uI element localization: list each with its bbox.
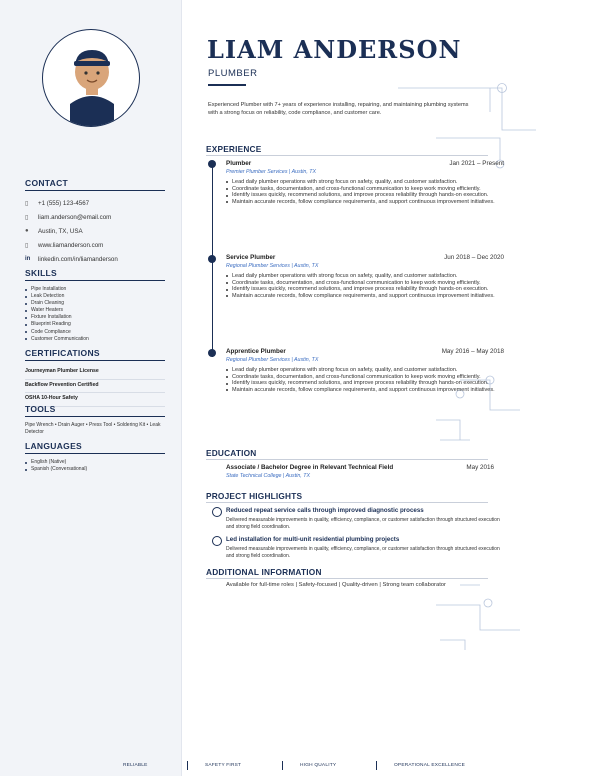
footer-item: HIGH QUALITY (300, 763, 337, 768)
project-desc: Delivered measurable improvements in quality, efficiency, compliance, or customer satisfaction through structured execution and strong field coordination. (226, 517, 500, 530)
languages-title: LANGUAGES (25, 441, 165, 454)
contact-location (25, 224, 165, 238)
job-company: Premier Plumber Services | Austin, TX (226, 169, 317, 175)
list-item: Leak Detection (25, 293, 165, 300)
list-item: Maintain accurate records, follow compliance requirements, and support continuous improvement initiatives. (226, 387, 504, 394)
project-ring-icon (212, 536, 222, 546)
projects-title: PROJECT HIGHLIGHTS (206, 491, 303, 501)
languages-list (25, 459, 165, 473)
experience-rule (206, 155, 488, 156)
footer-item: RELIABLE (123, 763, 148, 768)
certification-item: Journeyman Plumber License (25, 366, 165, 380)
footer-separator (282, 761, 283, 770)
tools-text: Pipe Wrench • Drain Auger • Press Tool • Soldering Kit • Leak Detector (25, 422, 161, 435)
job-dates: May 2016 – May 2018 (441, 348, 504, 355)
list-item: Identify issues quickly, recommend solutions, and improve process reliability through hands-on execution. (226, 286, 504, 293)
education-school: State Technical College | Austin, TX (226, 473, 311, 479)
contact-phone (25, 196, 165, 210)
list-item: Fixture Installation (25, 314, 165, 321)
job-entry (226, 160, 504, 205)
projects-rule (206, 502, 488, 503)
list-item: Blueprint Reading (25, 321, 165, 328)
contact-title: CONTACT (25, 178, 165, 191)
list-item: Lead daily plumber operations with strong focus on safety, quality, and customer satisfaction. (226, 179, 504, 186)
skills-list (25, 286, 165, 343)
list-item: Maintain accurate records, follow compliance requirements, and support continuous improvement initiatives. (226, 293, 504, 300)
list-item: Coordinate tasks, documentation, and cross-functional communication to keep work moving efficiently. (226, 374, 504, 381)
experience-title: EXPERIENCE (206, 144, 262, 154)
skills-section (25, 268, 165, 343)
education-rule (206, 459, 488, 460)
summary-text: Experienced Plumber with 7+ years of experience installing, repairing, and maintaining plumbing systems with a strong focus on reliability, code compliance, and customer care. (208, 102, 469, 116)
job-company: Regional Plumber Services | Austin, TX (226, 357, 319, 363)
job-title: Apprentice Plumber (226, 348, 286, 355)
additional-title: ADDITIONAL INFORMATION (206, 567, 322, 577)
website-icon: ▯ (25, 242, 29, 249)
project-item (212, 536, 502, 559)
main-content (182, 0, 600, 776)
job-title: Plumber (226, 160, 252, 167)
job-entry (226, 254, 504, 299)
skills-title: SKILLS (25, 268, 165, 281)
education-date: May 2016 (466, 464, 494, 471)
list-item: Identify issues quickly, recommend solutions, and improve process reliability through hands-on execution. (226, 380, 504, 387)
additional-text: Available for full-time roles | Safety-focused | Quality-driven | Strong team collaborator (226, 582, 446, 588)
project-item (212, 507, 502, 530)
education-title: EDUCATION (206, 448, 257, 458)
job-bullets (226, 273, 504, 299)
footer-separator (187, 761, 188, 770)
list-item: Identify issues quickly, recommend solutions, and improve process reliability through hands-on execution. (226, 192, 504, 199)
tools-title: TOOLS (25, 404, 165, 417)
timeline-dot (208, 160, 216, 168)
list-item: Coordinate tasks, documentation, and cross-functional communication to keep work moving efficiently. (226, 280, 504, 287)
list-item: Pipe Installation (25, 286, 165, 293)
list-item: Drain Cleaning (25, 300, 165, 307)
project-ring-icon (212, 507, 222, 517)
linkedin-icon: in (25, 256, 31, 262)
footer-item: OPERATIONAL EXCELLENCE (394, 763, 466, 768)
certifications-title: CERTIFICATIONS (25, 348, 165, 361)
contact-section (25, 178, 165, 266)
contact-linkedin (25, 252, 165, 266)
sidebar (0, 0, 182, 776)
candidate-role: PLUMBER (208, 68, 258, 79)
avatar (42, 29, 140, 127)
contact-linkedin-text: linkedin.com/in/liamanderson (38, 255, 118, 263)
contact-email-text: liam.anderson@email.com (38, 213, 112, 221)
footer-item: SAFETY FIRST (205, 763, 242, 768)
list-item: Maintain accurate records, follow compliance requirements, and support continuous improvement initiatives. (226, 199, 504, 206)
contact-location-text: Austin, TX, USA (38, 227, 83, 235)
footer-separator (376, 761, 377, 770)
certification-item: Backflow Prevention Certified (25, 380, 165, 394)
contact-website (25, 238, 165, 252)
certifications-section (25, 348, 165, 407)
footer-strip (0, 760, 600, 774)
location-icon: ● (25, 228, 29, 234)
job-bullets (226, 179, 504, 205)
list-item: Code Compliance (25, 329, 165, 336)
list-item: Spanish (Conversational) (25, 466, 165, 473)
contact-email (25, 210, 165, 224)
job-entry (226, 348, 504, 393)
list-item: English (Native) (25, 459, 165, 466)
education-degree: Associate / Bachelor Degree in Relevant Technical Field (226, 464, 394, 471)
project-title: Led installation for multi-unit residential plumbing projects (226, 536, 400, 543)
education-entry (226, 464, 496, 479)
timeline-dot (208, 349, 216, 357)
role-underline (208, 84, 246, 86)
additional-rule (206, 578, 488, 579)
project-desc: Delivered measurable improvements in quality, efficiency, compliance, or customer satisfaction through structured execution and strong field coordination. (226, 546, 500, 559)
list-item: Water Heaters (25, 307, 165, 314)
tools-section (25, 404, 165, 436)
job-dates: Jan 2021 – Present (449, 160, 504, 167)
job-title: Service Plumber (226, 254, 276, 261)
list-item: Lead daily plumber operations with strong focus on safety, quality, and customer satisfaction. (226, 273, 504, 280)
list-item: Customer Communication (25, 336, 165, 343)
timeline-dot (208, 255, 216, 263)
list-item: Coordinate tasks, documentation, and cross-functional communication to keep work moving efficiently. (226, 186, 504, 193)
job-dates: Jun 2018 – Dec 2020 (444, 254, 504, 261)
job-bullets (226, 367, 504, 393)
certification-item: OSHA 10-Hour Safety (25, 393, 165, 407)
languages-section (25, 441, 165, 473)
candidate-name: LIAM ANDERSON (207, 35, 462, 64)
person-avatar-icon (43, 30, 140, 127)
job-company: Regional Plumber Services | Austin, TX (226, 263, 319, 269)
phone-icon: ▯ (25, 200, 29, 207)
contact-website-text: www.liamanderson.com (38, 241, 104, 249)
email-icon: ▯ (25, 214, 29, 221)
contact-phone-text: +1 (555) 123-4567 (38, 199, 90, 207)
list-item: Lead daily plumber operations with strong focus on safety, quality, and customer satisfaction. (226, 367, 504, 374)
project-title: Reduced repeat service calls through improved diagnostic process (226, 507, 424, 514)
